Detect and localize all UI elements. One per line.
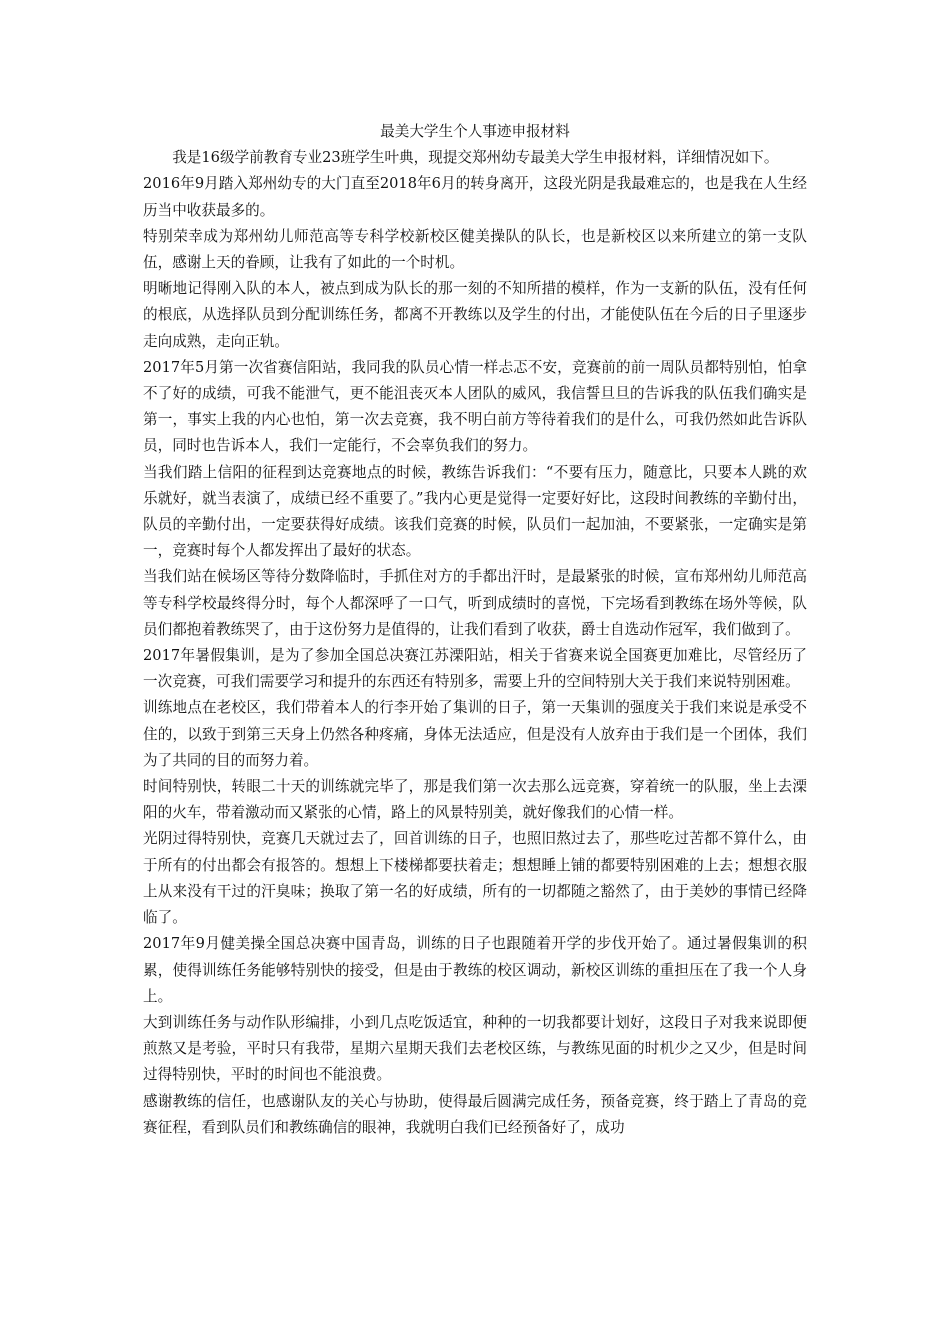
paragraph-team-captain: 特别荣幸成为郑州幼儿师范高等专科学校新校区健美操队的队长，也是新校区以来所建立的第一支队伍，感谢上天的眷顾，让我有了如此的一个时机。 bbox=[143, 227, 807, 272]
paragraph-liyang-trip: 时间特别快，转眼二十天的训练就完毕了，那是我们第一次去那么远竞赛，穿着统一的队服，坐上去溧阳的火车，带着激动而又紧张的心情，路上的风景特别美，就好像我们的心情一样。 bbox=[143, 778, 807, 822]
paragraph-2016-enrollment: 2016年9月踏入郑州幼专的大门直至2018年6月的转身离开，这段光阴是我最难忘的，也是我在人生经历当中收获最多的。 bbox=[143, 175, 807, 219]
paragraph-new-team: 明晰地记得刚入队的本人，被点到成为队长的那一刻的不知所措的模样，作为一支新的队伍，没有任何的根底，从选择队员到分配训练任务，都离不开教练以及学生的付出，才能使队伍在今后的日子里逐步走向成熟，走向正轨。 bbox=[143, 280, 807, 350]
paragraph-xinyang-arrival: 当我们踏上信阳的征程到达竞赛地点的时候，教练告诉我们：“不要有压力，随意比，只要本人跳的欢乐就好，就当表演了，成绩已经不重要了。”我内心更是觉得一定要好好比，这段时间教练的辛勤付出，队员的辛勤付出，一定要获得好成绩。该我们竞赛的时候，队员们一起加油，不要紧张，一定确实是第一，竞赛时每个人都发挥出了最好的状态。 bbox=[143, 463, 807, 560]
paragraph-results: 当我们站在候场区等待分数降临时，手抓住对方的手都出汗时，是最紧张的时候，宣布郑州幼儿师范高等专科学校最终得分时，每个人都深呼了一口气，听到成绩时的喜悦，下完场看到教练在场外等候，队员们都抱着教练哭了，由于这份努力是值得的，让我们看到了收获，爵士自选动作冠军，我们做到了。 bbox=[143, 568, 807, 638]
document-page bbox=[143, 119, 807, 1141]
paragraph-planning: 大到训练任务与动作队形编排，小到几点吃饭适宜，种种的一切我都要计划好，这段日子对我来说即便煎熬又是考验，平时只有我带，星期六星期天我们去老校区练，与教练见面的时机少之又少，但是时间过得特别快，平时的时间也不能浪费。 bbox=[143, 1013, 807, 1084]
paragraph-qingdao-finals: 2017年9月健美操全国总决赛中国青岛，训练的日子也跟随着开学的步伐开始了。通过暑假集训的积累，使得训练任务能够特别快的接受，但是由于教练的校区调动，新校区训练的重担压在了我一个人身上。 bbox=[143, 935, 807, 1005]
paragraph-training-location: 训练地点在老校区，我们带着本人的行李开始了集训的日子，第一天集训的强度关于我们来说是承受不住的，以致于到第三天身上仍然各种疼痛，身体无法适应，但是没有人放弃由于我们是一个团体，我们为了共同的目的而努力着。 bbox=[143, 699, 807, 769]
paragraph-gratitude: 感谢教练的信任，也感谢队友的关心与协助，使得最后圆满完成任务，预备竞赛，终于踏上了青岛的竞赛征程，看到队员们和教练确信的眼神，我就明白我们已经预备好了，成功 bbox=[143, 1092, 807, 1136]
paragraph-xinyang-competition: 2017年5月第一次省赛信阳站，我同我的队员心情一样忐忑不安，竞赛前的前一周队员都特别怕，怕拿不了好的成绩，可我不能泄气，更不能沮丧灭本人团队的威风，我信誓旦旦的告诉我的队伍我们确实是第一，事实上我的内心也怕，第一次去竞赛，我不明白前方等待着我们的是什么，可我仍然如此告诉队员，同时也告诉本人，我们一定能行，不会辜负我们的努力。 bbox=[143, 358, 807, 455]
document-title: 最美大学生个人事迹申报材料 bbox=[380, 123, 570, 140]
paragraph-summer-training: 2017年暑假集训，是为了参加全国总决赛江苏溧阳站，相关于省赛来说全国赛更加难比，尽管经历了一次竞赛，可我们需要学习和提升的东西还有特别多，需要上升的空间特别大关于我们来说特别困难。 bbox=[143, 647, 807, 691]
paragraph-intro: 我是16级学前教育专业23班学生叶典，现提交郑州幼专最美大学生申报材料，详细情况如下。 bbox=[172, 149, 779, 167]
paragraph-reflection: 光阴过得特别快，竞赛几天就过去了，回首训练的日子，也照旧熬过去了，那些吃过苦都不算什么，由于所有的付出都会有报答的。想想上下楼梯都要扶着走；想想睡上铺的都要特别困难的上去；想想衣服上从来没有干过的汗臭味；换取了第一名的好成绩，所有的一切都随之豁然了，由于美妙的事情已经降临了。 bbox=[143, 830, 807, 927]
